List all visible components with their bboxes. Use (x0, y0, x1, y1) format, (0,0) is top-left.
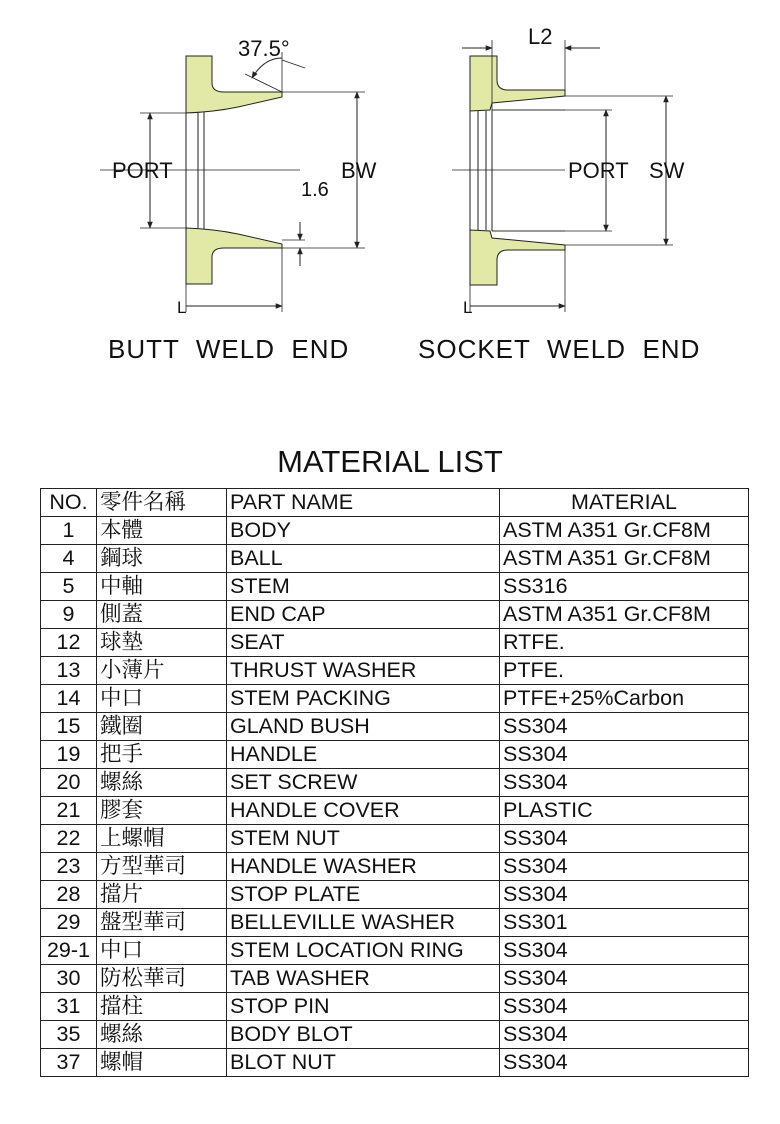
cell-no: 23 (41, 853, 97, 881)
table-row (41, 881, 749, 909)
cell-chinese-name: 螺絲 (97, 1021, 227, 1049)
material-table-body (41, 517, 749, 1077)
table-row (41, 853, 749, 881)
cell-chinese-name: 盤型華司 (97, 909, 227, 937)
cell-chinese-name: 鐵圈 (97, 713, 227, 741)
cell-material: PLASTIC (500, 797, 749, 825)
cell-chinese-name: 中口 (97, 685, 227, 713)
cell-part-name: STEM LOCATION RING (227, 937, 500, 965)
cell-material: RTFE. (500, 629, 749, 657)
socket-top-section (470, 56, 565, 111)
table-row (41, 601, 749, 629)
socket-bottom-section (470, 230, 565, 285)
cell-part-name: STEM NUT (227, 825, 500, 853)
table-row (41, 545, 749, 573)
cell-material: SS304 (500, 713, 749, 741)
cell-chinese-name: 擋柱 (97, 993, 227, 1021)
cell-part-name: END CAP (227, 601, 500, 629)
cell-no: 29-1 (41, 937, 97, 965)
cell-no: 29 (41, 909, 97, 937)
cell-material: ASTM A351 Gr.CF8M (500, 545, 749, 573)
cell-material: SS304 (500, 741, 749, 769)
cell-no: 12 (41, 629, 97, 657)
cell-no: 9 (41, 601, 97, 629)
cell-material: SS304 (500, 937, 749, 965)
cell-no: 22 (41, 825, 97, 853)
cell-part-name: TAB WASHER (227, 965, 500, 993)
table-row (41, 909, 749, 937)
cell-chinese-name: 中軸 (97, 573, 227, 601)
cell-material: ASTM A351 Gr.CF8M (500, 517, 749, 545)
cell-part-name: STOP PLATE (227, 881, 500, 909)
cell-chinese-name: 本體 (97, 517, 227, 545)
cell-chinese-name: 把手 (97, 741, 227, 769)
cell-part-name: GLAND BUSH (227, 713, 500, 741)
cell-no: 28 (41, 881, 97, 909)
butt-top-section (186, 56, 282, 113)
cell-chinese-name: 上螺帽 (97, 825, 227, 853)
cell-part-name: HANDLE (227, 741, 500, 769)
cell-part-name: SET SCREW (227, 769, 500, 797)
cell-part-name: BODY (227, 517, 500, 545)
cell-no: 20 (41, 769, 97, 797)
cell-material: SS304 (500, 1021, 749, 1049)
cell-no: 19 (41, 741, 97, 769)
bw-label: BW (341, 158, 377, 183)
cell-no: 4 (41, 545, 97, 573)
socket-length-label: L (463, 298, 473, 317)
cell-part-name: BLOT NUT (227, 1049, 500, 1077)
cell-no: 1 (41, 517, 97, 545)
header-material: MATERIAL (500, 489, 749, 517)
thickness-label: 1.6 (301, 179, 329, 201)
cell-material: SS301 (500, 909, 749, 937)
cell-no: 37 (41, 1049, 97, 1077)
cell-material: SS316 (500, 573, 749, 601)
table-row (41, 769, 749, 797)
cell-part-name: BALL (227, 545, 500, 573)
angle-label: 37.5° (238, 36, 290, 61)
cell-part-name: HANDLE COVER (227, 797, 500, 825)
table-row (41, 965, 749, 993)
material-list-title: MATERIAL LIST (277, 444, 503, 479)
butt-bottom-section (186, 228, 282, 284)
cell-chinese-name: 側蓋 (97, 601, 227, 629)
cell-material: SS304 (500, 825, 749, 853)
cell-material: PTFE+25%Carbon (500, 685, 749, 713)
cell-chinese-name: 螺帽 (97, 1049, 227, 1077)
cell-no: 5 (41, 573, 97, 601)
cell-material: SS304 (500, 853, 749, 881)
cell-chinese-name: 防松華司 (97, 965, 227, 993)
cell-material: SS304 (500, 965, 749, 993)
cell-no: 15 (41, 713, 97, 741)
cell-no: 21 (41, 797, 97, 825)
material-table (40, 488, 749, 1077)
table-row (41, 517, 749, 545)
cell-part-name: STEM (227, 573, 500, 601)
cell-material: SS304 (500, 993, 749, 1021)
cell-part-name: SEAT (227, 629, 500, 657)
table-row (41, 797, 749, 825)
cell-chinese-name: 鋼球 (97, 545, 227, 573)
butt-dimension-labels (112, 36, 377, 317)
cell-part-name: STOP PIN (227, 993, 500, 1021)
cell-part-name: BODY BLOT (227, 1021, 500, 1049)
table-header-row (41, 489, 749, 517)
table-row (41, 993, 749, 1021)
table-row (41, 937, 749, 965)
butt-length-label: L (177, 298, 187, 317)
socket-weld-end-diagram (452, 40, 673, 312)
socket-weld-end-caption: SOCKET WELD END (418, 334, 701, 364)
cell-no: 13 (41, 657, 97, 685)
sw-label: SW (649, 158, 685, 183)
cell-material: SS304 (500, 1049, 749, 1077)
cell-part-name: THRUST WASHER (227, 657, 500, 685)
cell-chinese-name: 膠套 (97, 797, 227, 825)
cell-material: PTFE. (500, 657, 749, 685)
l2-label: L2 (528, 24, 553, 49)
cell-part-name: HANDLE WASHER (227, 853, 500, 881)
table-row (41, 685, 749, 713)
butt-port-label: PORT (112, 158, 173, 183)
header-part-name: PART NAME (227, 489, 500, 517)
cell-chinese-name: 方型華司 (97, 853, 227, 881)
cell-no: 35 (41, 1021, 97, 1049)
table-row (41, 1021, 749, 1049)
cell-no: 14 (41, 685, 97, 713)
socket-port-label: PORT (568, 158, 629, 183)
cell-no: 31 (41, 993, 97, 1021)
table-row (41, 741, 749, 769)
table-row (41, 629, 749, 657)
cell-chinese-name: 螺絲 (97, 769, 227, 797)
table-row (41, 657, 749, 685)
cell-material: ASTM A351 Gr.CF8M (500, 601, 749, 629)
weld-end-drawing (0, 0, 780, 330)
cell-no: 30 (41, 965, 97, 993)
header-no: NO. (41, 489, 97, 517)
table-row (41, 713, 749, 741)
cell-part-name: STEM PACKING (227, 685, 500, 713)
cell-chinese-name: 中口 (97, 937, 227, 965)
header-chinese-name: 零件名稱 (97, 489, 227, 517)
table-row (41, 573, 749, 601)
cell-chinese-name: 擋片 (97, 881, 227, 909)
cell-chinese-name: 球墊 (97, 629, 227, 657)
table-row (41, 825, 749, 853)
butt-weld-end-caption: BUTT WELD END (108, 334, 350, 364)
cell-part-name: BELLEVILLE WASHER (227, 909, 500, 937)
table-row (41, 1049, 749, 1077)
cell-chinese-name: 小薄片 (97, 657, 227, 685)
cell-material: SS304 (500, 881, 749, 909)
cell-material: SS304 (500, 769, 749, 797)
